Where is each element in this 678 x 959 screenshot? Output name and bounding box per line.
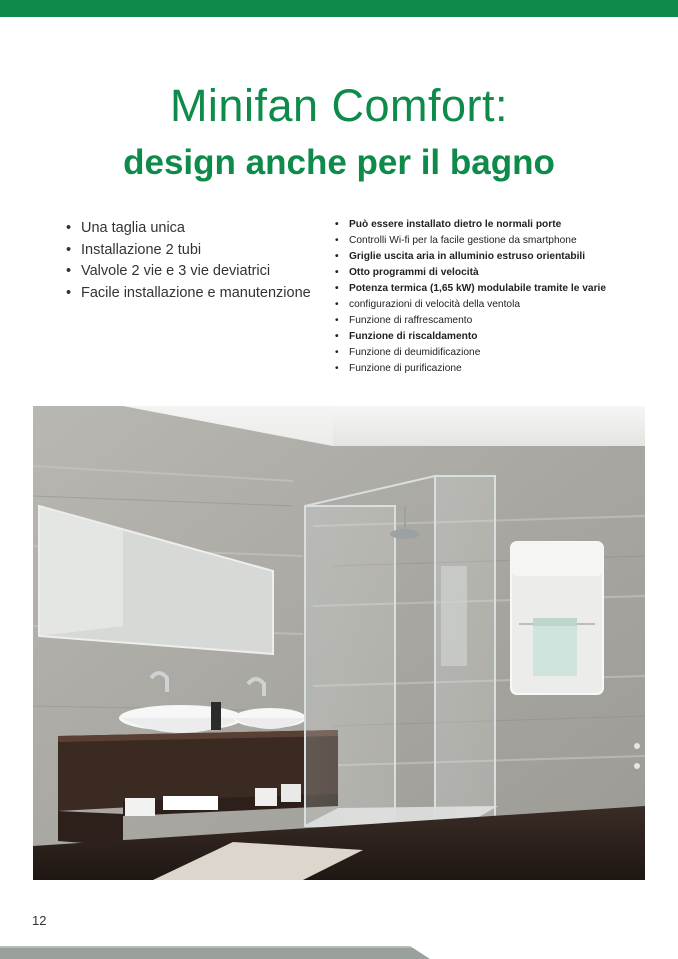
list-item: • Controlli Wi-fi per la facile gestione da smartphone <box>335 233 635 249</box>
list-item: • Funzione di raffrescamento <box>335 313 635 329</box>
list-item: • Griglie uscita aria in alluminio estruso orientabili <box>335 249 635 265</box>
feature-list-left <box>66 218 311 304</box>
list-item: • Otto programmi di velocità <box>335 265 635 281</box>
list-item-continuation: • configurazioni di velocità della ventola <box>335 297 635 313</box>
list-item: • Funzione di riscaldamento <box>335 329 635 345</box>
list-item: • Valvole 2 vie e 3 vie deviatrici <box>66 261 311 283</box>
footer-accent-bar <box>0 942 678 959</box>
list-item: • Facile installazione e manutenzione <box>66 283 311 305</box>
list-item: • Una taglia unica <box>66 218 311 240</box>
feature-list-right <box>335 217 635 377</box>
list-item: • Funzione di deumidificazione <box>335 345 635 361</box>
list-item: • Installazione 2 tubi <box>66 240 311 262</box>
list-item: • Funzione di purificazione <box>335 361 635 377</box>
page-subtitle: design anche per il bagno <box>123 143 555 182</box>
page-title: Minifan Comfort: <box>169 80 509 131</box>
top-accent-bar <box>0 0 678 17</box>
page-number: 12 <box>32 913 47 928</box>
bathroom-photo <box>33 406 645 880</box>
list-item: • Può essere installato dietro le normali porte <box>335 217 635 233</box>
list-item: • Potenza termica (1,65 kW) modulabile tramite le varie <box>335 281 635 297</box>
